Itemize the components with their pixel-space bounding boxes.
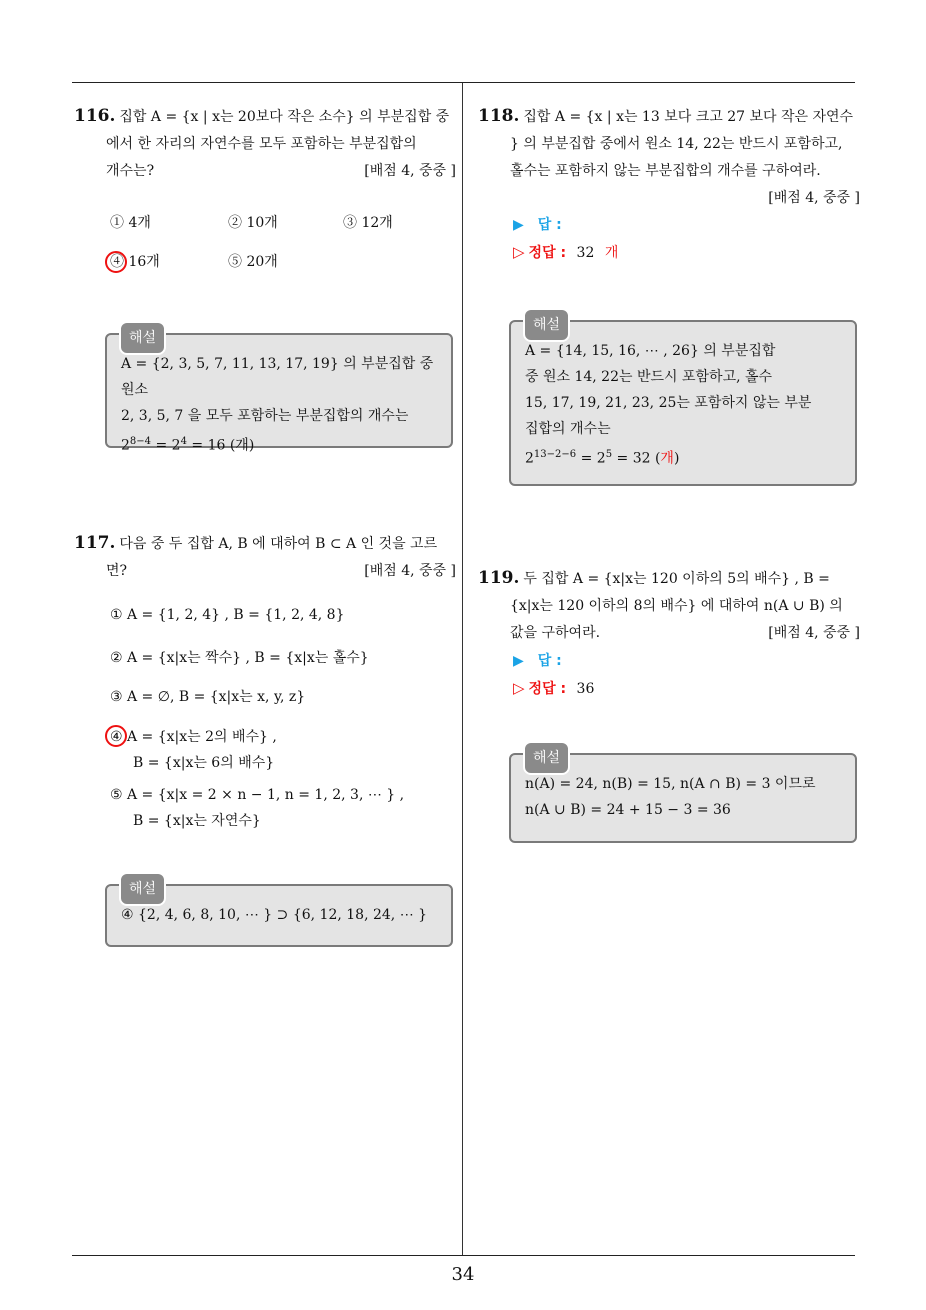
solution-line: 집합의 개수는 bbox=[525, 421, 611, 437]
solution-tab: 해설 bbox=[523, 308, 570, 342]
score-meta: [배점 4, 중중 ] bbox=[768, 625, 860, 641]
question-line: 개수는? bbox=[106, 163, 155, 179]
solution-tab: 해설 bbox=[523, 741, 570, 775]
question-line: } 의 부분집합 중에서 원소 14, 22는 반드시 포함하고, bbox=[510, 136, 843, 152]
choice-3[interactable]: ③ 12개 bbox=[343, 215, 393, 231]
solution-line: $2^{8-4} = 2^4 = 16$ (개) bbox=[121, 436, 255, 454]
choice-4-selected[interactable] bbox=[110, 251, 160, 271]
correct-value: 36 bbox=[576, 681, 595, 697]
problem-number: 116. bbox=[74, 106, 116, 126]
choice-1[interactable]: ① A = {1, 2, 4} , B = {1, 2, 4, 8} bbox=[110, 607, 345, 623]
solution-box-116 bbox=[105, 330, 453, 454]
problem-119 bbox=[478, 565, 860, 647]
problem-number: 117. bbox=[74, 533, 116, 553]
solution-line: n(A ∪ B) = 24 + 15 − 3 = 36 bbox=[525, 802, 731, 818]
solution-line: 중 원소 14, 22는 반드시 포함하고, 홀수 bbox=[525, 369, 773, 385]
question-line: 면? bbox=[106, 563, 128, 579]
solution-line: A = {14, 15, 16, ⋯ , 26} 의 부분집합 bbox=[525, 343, 776, 359]
top-rule bbox=[72, 82, 855, 83]
question-line: 다음 중 두 집합 A, B 에 대하여 B ⊂ A 인 것을 고르 bbox=[119, 536, 438, 552]
choice-label: ⑤ A = {x|x = 2 × n − 1, n = 1, 2, 3, ⋯ } , bbox=[110, 787, 405, 803]
question-line: 값을 구하여라. bbox=[510, 625, 601, 641]
problem-118 bbox=[478, 103, 860, 212]
solution-line: 2, 3, 5, 7 을 모두 포함하는 부분집합의 개수는 bbox=[121, 408, 409, 424]
score-meta: [배점 4, 중중 ] bbox=[364, 563, 456, 579]
play-icon: ▶ bbox=[513, 653, 524, 669]
problem-116 bbox=[74, 103, 456, 185]
question-line: 집합 A = {x | x는 20보다 작은 소수} 의 부분집합 중 bbox=[119, 109, 450, 125]
solution-tab: 해설 bbox=[119, 872, 166, 906]
correct-answer bbox=[513, 242, 618, 262]
choice-5[interactable] bbox=[110, 782, 404, 834]
solution-line: 15, 17, 19, 21, 23, 25는 포함하지 않는 부분 bbox=[525, 395, 812, 411]
play-icon: ▶ bbox=[513, 217, 524, 233]
correct-unit: 개 bbox=[604, 245, 619, 261]
answer-field[interactable] bbox=[513, 650, 562, 670]
problem-number: 118. bbox=[478, 106, 520, 126]
choice-4-selected[interactable] bbox=[110, 724, 277, 776]
choice-2[interactable]: ② A = {x|x는 짝수} , B = {x|x는 홀수} bbox=[110, 650, 369, 666]
choice-label: B = {x|x는 자연수} bbox=[133, 813, 261, 829]
choice-1[interactable]: ① 4개 bbox=[110, 215, 151, 231]
solution-tab: 해설 bbox=[119, 321, 166, 355]
correct-label: 정답 : bbox=[528, 245, 567, 261]
column-divider bbox=[462, 83, 463, 1256]
choice-3[interactable]: ③ A = ∅, B = {x|x는 x, y, z} bbox=[110, 689, 306, 705]
question-line: 홀수는 포함하지 않는 부분집합의 개수를 구하여라. bbox=[510, 163, 821, 179]
outline-triangle-icon: ▷ bbox=[513, 679, 525, 697]
outline-triangle-icon: ▷ bbox=[513, 243, 525, 261]
selected-circle-icon bbox=[105, 251, 127, 273]
solution-line: n(A) = 24, n(B) = 15, n(A ∩ B) = 3 이므로 bbox=[525, 776, 816, 792]
solution-box-118 bbox=[509, 317, 857, 486]
answer-label: 답 : bbox=[537, 653, 562, 669]
correct-answer bbox=[513, 678, 594, 698]
page-number: 34 bbox=[451, 1264, 475, 1285]
solution-box-119 bbox=[509, 750, 857, 843]
answer-label: 답 : bbox=[537, 217, 562, 233]
answer-field[interactable] bbox=[513, 214, 562, 234]
choice-5[interactable]: ⑤ 20개 bbox=[228, 254, 278, 270]
solution-line: $2^{13-2-6} = 2^5 = 32$ (개) bbox=[525, 449, 680, 467]
solution-line: ④ {2, 4, 6, 8, 10, ⋯ } ⊃ {6, 12, 18, 24, ⋯ } bbox=[121, 907, 428, 923]
problem-number: 119. bbox=[478, 568, 520, 588]
question-line: 두 집합 A = {x|x는 120 이하의 5의 배수} , B = bbox=[523, 571, 830, 587]
choice-label: ④ 16개 bbox=[110, 254, 160, 270]
problem-117 bbox=[74, 530, 456, 585]
correct-label: 정답 : bbox=[528, 681, 567, 697]
solution-box-117 bbox=[105, 881, 453, 947]
choice-2[interactable]: ② 10개 bbox=[228, 215, 278, 231]
solution-line: A = {2, 3, 5, 7, 11, 13, 17, 19} 의 부분집합 중 원소 bbox=[121, 356, 434, 398]
choice-label: ④ A = {x|x는 2의 배수} , bbox=[110, 729, 277, 745]
correct-value: 32 bbox=[576, 245, 595, 261]
selected-circle-icon bbox=[105, 725, 127, 747]
choice-label: B = {x|x는 6의 배수} bbox=[133, 755, 275, 771]
question-line: 집합 A = {x | x는 13 보다 크고 27 보다 작은 자연수 bbox=[523, 109, 854, 125]
question-line: {x|x는 120 이하의 8의 배수} 에 대하여 n(A ∪ B) 의 bbox=[510, 598, 843, 614]
question-line: 에서 한 자리의 자연수를 모두 포함하는 부분집합의 bbox=[106, 136, 417, 152]
score-meta: [배점 4, 중중 ] bbox=[364, 163, 456, 179]
bottom-rule bbox=[72, 1255, 855, 1256]
score-meta: [배점 4, 중중 ] bbox=[768, 190, 860, 206]
